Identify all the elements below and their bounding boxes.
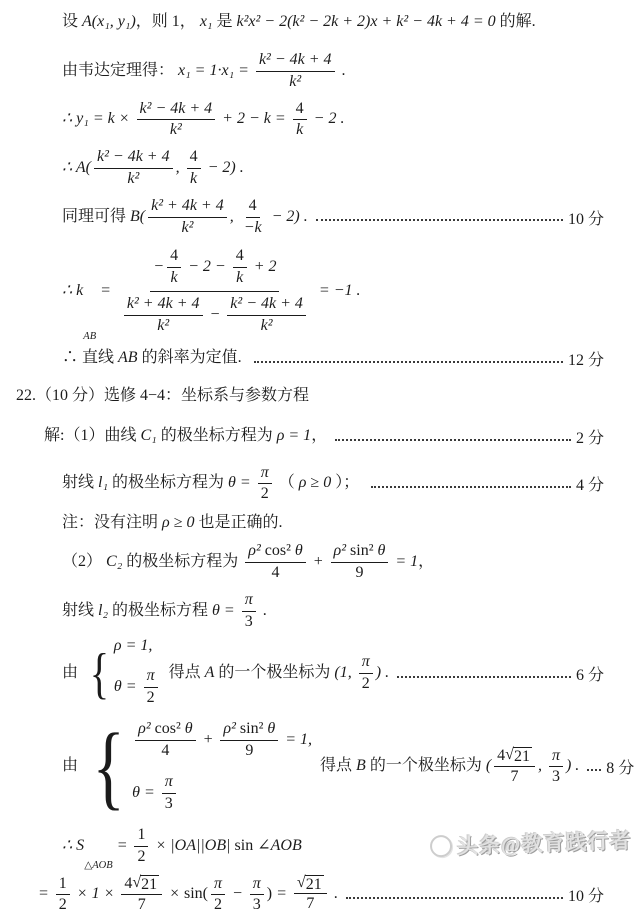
math-run: k²x² − 2(k² − 2k + 2)x + k² − 4k + 4 = 0 (236, 12, 496, 30)
math-run: = (96, 282, 115, 300)
fraction-numerator (294, 875, 327, 895)
radical-sign-icon: √ (132, 873, 142, 891)
dotted-leader (587, 769, 601, 771)
line-given (62, 10, 604, 34)
text-run: ，则 (135, 12, 172, 30)
fraction-numerator (245, 541, 305, 563)
text-run: 由 (62, 757, 83, 775)
math-run: π (252, 874, 261, 892)
line-vieta (62, 48, 604, 95)
math-run: ρ ≥ 0 (298, 474, 332, 492)
fraction (134, 825, 148, 868)
fraction-numerator (211, 874, 225, 896)
score-mark: 2 分 (575, 430, 604, 448)
fraction-denominator (359, 674, 373, 695)
math-run: , (537, 757, 546, 775)
score-mark: 12 分 (567, 352, 604, 370)
fraction-numerator (162, 772, 176, 794)
math-run: A(x₁, y₁) (82, 12, 136, 30)
fraction-denominator (211, 895, 225, 916)
fraction (227, 294, 306, 337)
math-run: k² (127, 169, 140, 187)
math-run: k (170, 269, 178, 287)
fraction-denominator (352, 563, 366, 584)
radical-sign-icon: √ (296, 873, 306, 891)
cases-group (86, 714, 313, 819)
math-upright-run: 2 (58, 896, 67, 914)
math-run: k² (260, 316, 273, 334)
math-run: C₂ (106, 553, 123, 571)
fraction-numerator (56, 874, 70, 896)
dotted-leader (254, 361, 563, 363)
fraction (258, 463, 272, 506)
fraction-numerator (121, 874, 162, 896)
math-run: = 1, (281, 730, 313, 748)
cases-rows (132, 717, 312, 817)
line-point-a-polar (62, 636, 604, 710)
dotted-leader (335, 439, 571, 441)
math-run: × |OA||OB| (151, 836, 235, 854)
line-note (62, 511, 604, 535)
math-upright-run: 3 (551, 768, 560, 786)
math-upright-run: ) (266, 885, 277, 903)
math-upright-run: 3 (164, 795, 173, 813)
fraction-denominator (293, 120, 306, 141)
math-run: k (190, 169, 198, 187)
math-run: θ = (212, 601, 239, 619)
fraction-denominator (144, 688, 158, 709)
fraction-denominator (118, 292, 312, 339)
cases-row (114, 664, 161, 711)
math-upright-run: 4 (295, 99, 304, 117)
fraction-denominator (167, 120, 185, 141)
fraction-denominator (168, 268, 181, 289)
square-root (505, 747, 532, 766)
math-upright-run: 2 (146, 688, 155, 706)
math-run: ρ ≥ 0 (162, 513, 195, 531)
fraction (220, 719, 278, 762)
fraction-numerator (220, 719, 278, 741)
math-run: + 2 (249, 258, 277, 276)
math-run: ρ = 1, (113, 637, 153, 655)
fraction-numerator (187, 147, 201, 169)
line-ray-l2 (62, 588, 604, 635)
math-run: θ = (132, 784, 159, 802)
text-run: 设 (62, 12, 83, 30)
math-run: l₂ (98, 601, 109, 619)
math-run: ( (485, 757, 492, 775)
math-run: π (260, 463, 269, 481)
math-run: B( (130, 207, 146, 225)
math-run: ρ² (223, 719, 236, 737)
text-run: 同理可得 (62, 207, 131, 225)
math-upright-run: 1 (137, 825, 146, 843)
fraction-denominator (258, 316, 276, 337)
fraction (250, 874, 264, 917)
math-upright-run: 4 (497, 746, 506, 764)
fraction-numerator (242, 590, 256, 612)
fraction-numerator (167, 246, 181, 268)
line-conclusion-slope (62, 347, 604, 371)
watermark-text: 头条@教育践行者 (457, 828, 633, 859)
fraction (94, 147, 173, 190)
fraction (549, 746, 563, 789)
math-run: k² − 4k + 4 (139, 99, 213, 117)
fraction-denominator (158, 741, 172, 762)
math-run: k² + 4k + 4 (151, 196, 224, 214)
text-run: 是 (212, 12, 237, 30)
fraction-numerator (148, 196, 227, 218)
fraction-numerator (256, 50, 335, 72)
fraction (359, 652, 373, 695)
math-run: π (551, 746, 560, 764)
fraction (256, 50, 335, 93)
text-run: ， (418, 553, 435, 571)
math-run: k² − 4k + 4 (230, 294, 303, 312)
fraction (167, 246, 181, 289)
math-run: − 2 . (309, 110, 345, 128)
fraction-denominator (241, 218, 265, 239)
fraction (187, 147, 201, 190)
math-upright-run: cos² (150, 719, 185, 737)
subscript: △AOB (84, 859, 113, 871)
text-run: 的极坐标方程为 (156, 427, 277, 445)
math-run: ∴ S (62, 836, 85, 854)
fraction-numerator (246, 196, 260, 218)
fraction (293, 99, 307, 142)
text-run: 的斜率为定值. (137, 349, 246, 367)
text-run: 的极坐标方程为 (122, 553, 243, 571)
line-q22-header (16, 385, 604, 409)
math-upright-run: 4 (161, 741, 170, 759)
math-upright-run: 3 (244, 612, 253, 630)
math-run: k² − 4k + 4 (97, 148, 170, 166)
text-run: （ (274, 474, 299, 492)
text-run: 得点 (164, 664, 205, 682)
math-run: = (112, 836, 132, 854)
math-run: B (356, 757, 366, 775)
fraction-denominator (250, 895, 264, 916)
math-run: = (38, 885, 53, 903)
fraction-numerator (250, 874, 264, 896)
math-run: k (236, 269, 244, 287)
math-upright-run: . (329, 885, 338, 903)
math-run: ρ = 1 (276, 427, 312, 445)
fraction (137, 99, 216, 142)
fraction-numerator (94, 147, 173, 169)
fraction (124, 294, 203, 337)
fraction (331, 541, 389, 584)
document-content (0, 10, 635, 918)
math-upright-run: sin( (183, 885, 208, 903)
line-c2-equation (62, 539, 604, 586)
math-upright-run: 1 (58, 874, 67, 892)
fraction (494, 746, 535, 789)
fraction-denominator (124, 169, 142, 190)
math-upright-run: 4 (235, 247, 244, 265)
fraction (242, 590, 256, 633)
radicand: 21 (141, 875, 158, 893)
fraction-denominator (135, 895, 149, 916)
text-run: 由 (62, 664, 83, 682)
text-run: ∴ 直线 (62, 349, 119, 367)
math-run: θ (377, 542, 386, 560)
math-upright-run: 9 (245, 741, 254, 759)
fraction-numerator (494, 746, 535, 768)
fraction (144, 666, 158, 709)
math-run: − 2 − (184, 258, 230, 276)
math-run: , (229, 207, 238, 225)
math-run: ∠AOB (253, 836, 302, 854)
fraction-numerator (331, 541, 389, 563)
fraction-denominator (187, 169, 200, 190)
math-run: −k (243, 218, 262, 236)
score-mark: 4 分 (575, 477, 604, 495)
math-run: π (146, 667, 155, 685)
line-point-a (62, 145, 604, 192)
math-upright-run: 2 (260, 485, 269, 503)
line-point-b (62, 194, 604, 241)
dotted-leader (316, 219, 563, 221)
math-run: ρ² (333, 542, 347, 560)
math-run: − (205, 305, 225, 323)
fraction-denominator (258, 484, 272, 505)
math-run: ∴ y₁ = k × (62, 110, 134, 128)
text-run: 的解. (495, 12, 536, 30)
math-run: − 2) . (203, 159, 244, 177)
subscript: AB (83, 330, 97, 342)
score-mark: 10 分 (567, 210, 604, 228)
fraction-denominator (303, 894, 317, 915)
fraction (233, 246, 247, 289)
fraction (56, 874, 70, 917)
math-run: = −1 . (314, 282, 361, 300)
math-run: , (175, 159, 184, 177)
math-run: π (244, 590, 253, 608)
radicand: 21 (305, 875, 322, 893)
fraction (241, 196, 265, 239)
math-upright-run: 4 (248, 196, 257, 214)
math-upright-run: 4 (170, 247, 179, 265)
fraction-numerator (135, 719, 195, 741)
math-run: ) . (565, 757, 580, 775)
fraction-numerator (134, 825, 148, 847)
line-ray-l1 (62, 461, 604, 508)
fraction (148, 196, 227, 239)
math-upright-run: sin (234, 836, 254, 854)
fraction-denominator (178, 218, 196, 239)
math-upright-run: 7 (510, 768, 519, 786)
math-upright-run: 7 (137, 896, 146, 914)
math-upright-run: . (258, 601, 267, 619)
text-run: 由韦达定理得： (62, 61, 179, 79)
fraction-denominator (233, 268, 246, 289)
math-run: ∴ k (62, 282, 84, 300)
fraction-numerator (359, 652, 373, 674)
math-run: k² − 4k + 4 (258, 51, 332, 68)
line-sol-c1 (44, 425, 604, 449)
math-run: × (165, 885, 184, 903)
square-root (297, 875, 324, 894)
math-run: ) . (375, 664, 390, 682)
fraction-denominator (549, 767, 563, 788)
math-run: k² (169, 121, 182, 139)
fraction-denominator (269, 563, 283, 584)
math-run: k² (289, 72, 302, 90)
math-run: x₁ (199, 12, 213, 30)
math-run: + (308, 553, 328, 571)
radicand: 21 (513, 747, 530, 765)
cases-rows (114, 636, 161, 710)
math-run: + 2 − k = (218, 110, 290, 128)
score-mark: 8 分 (606, 760, 635, 778)
math-run: k (296, 121, 304, 139)
math-run: (1, (334, 664, 356, 682)
text-run: 也是正确的. (194, 513, 283, 531)
math-upright-run: 1 (171, 12, 180, 30)
math-run: k² + 4k + 4 (126, 294, 200, 312)
math-upright-run: sin² (235, 719, 268, 737)
watermark-logo-icon (430, 835, 453, 858)
fraction (162, 772, 176, 815)
math-run: θ (294, 542, 303, 560)
math-upright-run: 4 (189, 148, 198, 166)
math-run: − (227, 885, 247, 903)
math-run: + (198, 730, 218, 748)
text-run: ， (179, 12, 200, 30)
fraction (135, 719, 195, 762)
math-upright-run: 2 (361, 675, 370, 693)
fraction-denominator (134, 847, 148, 868)
score-mark: 10 分 (567, 888, 604, 906)
fraction-numerator (124, 294, 203, 316)
math-upright-run: . (337, 61, 346, 79)
text-run: （2） (62, 553, 107, 571)
math-upright-run: 3 (252, 896, 261, 914)
fraction-denominator (56, 895, 70, 916)
math-run: θ (184, 719, 193, 737)
dotted-leader (371, 486, 571, 488)
text-run: 的一个极坐标为 (214, 664, 335, 682)
math-run: θ (267, 719, 276, 737)
fraction (294, 875, 327, 915)
math-run: θ = (113, 678, 141, 696)
text-run: ）； (331, 474, 364, 492)
math-run: k² (157, 316, 170, 334)
math-run: ∴ A( (62, 159, 91, 177)
fraction-denominator (242, 741, 256, 762)
math-run: π (361, 653, 370, 671)
math-upright-run: 7 (306, 895, 315, 913)
math-run: A (204, 664, 215, 682)
math-upright-run: 4 (124, 874, 133, 892)
fraction (118, 244, 312, 338)
left-brace: { (89, 642, 110, 705)
math-run: π (213, 874, 222, 892)
text-run: 22.（10 分）选修 4−4：坐标系与参数方程 (16, 387, 310, 405)
line-y1 (62, 97, 604, 144)
fraction (121, 874, 162, 917)
radical-sign-icon: √ (505, 745, 514, 763)
cases-row (114, 636, 152, 657)
fraction-numerator (549, 746, 563, 768)
text-run: 的极坐标方程 (108, 601, 213, 619)
fraction (211, 874, 225, 917)
cases-group (86, 636, 161, 710)
math-run: × 1 × (72, 885, 119, 903)
math-run: l₁ (98, 474, 109, 492)
text-run: ， (311, 427, 328, 445)
fraction-denominator (242, 612, 256, 633)
text-run: 得点 (316, 757, 357, 775)
math-run: AB (118, 349, 138, 367)
cases-row (132, 717, 312, 764)
math-upright-run: 9 (355, 563, 364, 581)
left-brace: { (92, 714, 125, 819)
math-run: ρ² (138, 719, 151, 737)
math-run: C₁ (140, 427, 157, 445)
math-run: − (153, 258, 165, 276)
fraction-numerator (233, 246, 247, 268)
math-run: ρ² (248, 542, 261, 560)
math-run: = 1 (391, 553, 419, 571)
square-root (132, 875, 159, 894)
fraction-denominator (154, 316, 172, 337)
text-run: 射线 (62, 601, 99, 619)
line-area-result (38, 872, 604, 918)
math-run: − 2) . (267, 207, 308, 225)
text-run: 的极坐标方程为 (108, 474, 229, 492)
text-run: 的一个极坐标为 (365, 757, 486, 775)
text-run: 射线 (62, 474, 99, 492)
fraction-denominator (162, 794, 176, 815)
fraction-numerator (227, 294, 306, 316)
dotted-leader (346, 897, 563, 899)
cases-row (132, 770, 179, 817)
fraction-numerator (144, 666, 158, 688)
math-upright-run: 2 (137, 847, 146, 865)
fraction-numerator (258, 463, 272, 485)
math-upright-run: sin² (346, 542, 378, 560)
math-run: π (164, 773, 173, 791)
fraction-numerator (137, 99, 216, 121)
dotted-leader (397, 676, 571, 678)
text-run: 解:（1）曲线 (44, 427, 141, 445)
math-run: θ = (228, 474, 255, 492)
math-upright-run: 4 (271, 563, 280, 581)
line-slope-kab (62, 242, 604, 340)
line-point-b-polar (62, 714, 635, 819)
fraction-numerator (150, 244, 279, 292)
fraction-numerator (293, 99, 307, 121)
fraction-denominator (286, 72, 304, 93)
fraction (245, 541, 305, 584)
math-run: = (276, 885, 291, 903)
math-run: k² (181, 218, 194, 236)
math-upright-run: cos² (260, 542, 295, 560)
math-upright-run: 2 (213, 896, 222, 914)
fraction-denominator (508, 767, 522, 788)
score-mark: 6 分 (575, 667, 604, 685)
math-run: x₁ = 1·x₁ = (178, 61, 253, 79)
text-run: 注：没有注明 (62, 513, 163, 531)
